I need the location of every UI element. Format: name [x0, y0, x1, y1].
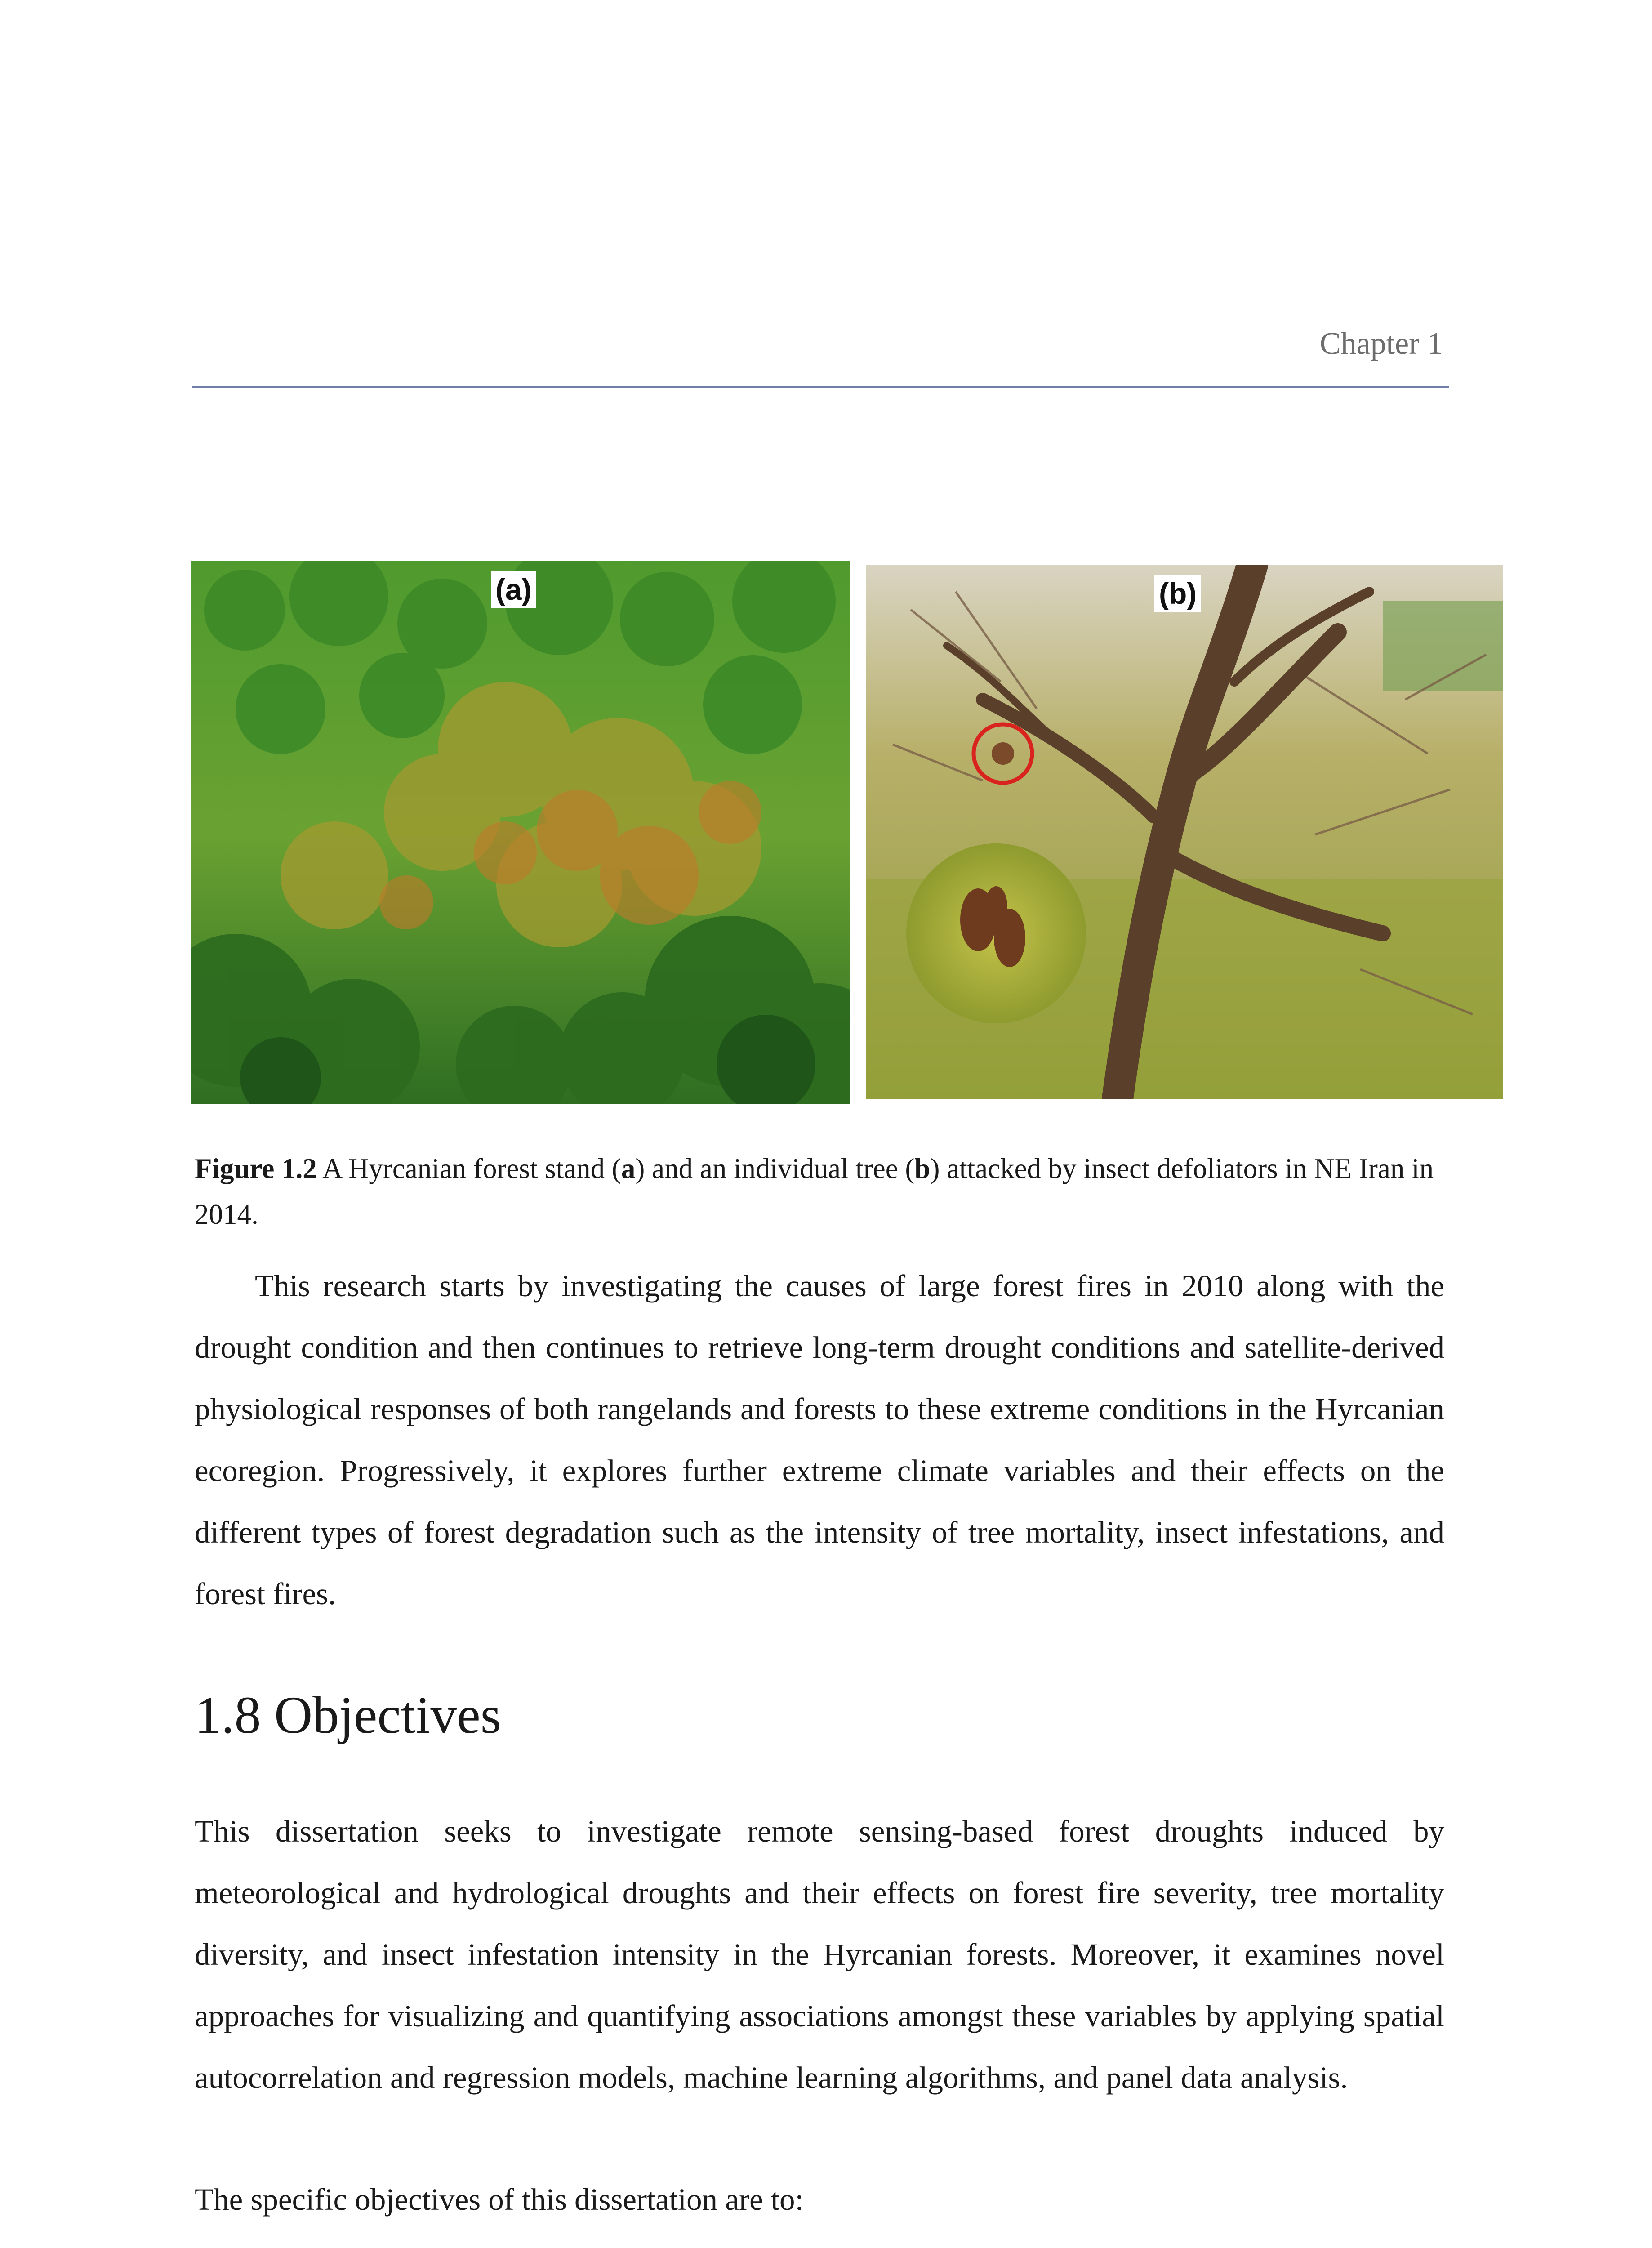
body-paragraph-objectives-intro: The specific objectives of this dissertation are to: [195, 2182, 804, 2217]
forest-canopy-image [191, 561, 850, 1104]
panel-label-b: (b) [1154, 575, 1201, 612]
figure-photo-individual-tree [866, 565, 1503, 1099]
panel-label-a: (a) [491, 571, 536, 608]
body-paragraph-research-overview: This research starts by investigating the causes of large forest fires in 2010 along with the drought condition and then continues to retrieve long-term drought conditions and satellite-derived physiological responses of both rangelands and forests to these extreme conditions in the Hyrcanian ecoregion. Progressively, it explores further extreme climate variables and their effects on the different types of forest degradation such as the intensity of tree mortality, insect infestations, and forest fires. [195, 1269, 1444, 1611]
figure-photo-forest-stand [191, 561, 850, 1104]
figure-caption-ref-a: a [621, 1153, 636, 1184]
defoliated-tree-image [866, 565, 1503, 1099]
figure-caption [195, 1146, 1444, 1237]
figure-caption-label: Figure 1.2 [195, 1153, 317, 1184]
figure-caption-text: ) and an individual tree ( [635, 1153, 915, 1184]
figure-caption-ref-b: b [914, 1153, 931, 1184]
figure-caption-text: ) attacked by insect defoliators in NE Iran in 2014. [195, 1153, 1434, 1230]
body-paragraph-objectives: This dissertation seeks to investigate remote sensing-based forest droughts induced by meteorological and hydrological droughts and their effects on forest fire severity, tree mortality diversity, and insect infestation intensity in the Hyrcanian forests. Moreover, it examines novel approaches for visualizing and quantifying associations amongst these variables by applying spatial autocorrelation and regression models, machine learning algorithms, and panel data analysis. [195, 1814, 1444, 2095]
figure-caption-text: A Hyrcanian forest stand ( [316, 1153, 621, 1184]
running-header: Chapter 1 [1319, 326, 1443, 361]
header-divider [192, 386, 1449, 388]
section-heading-objectives: 1.8 Objectives [195, 1686, 501, 1744]
